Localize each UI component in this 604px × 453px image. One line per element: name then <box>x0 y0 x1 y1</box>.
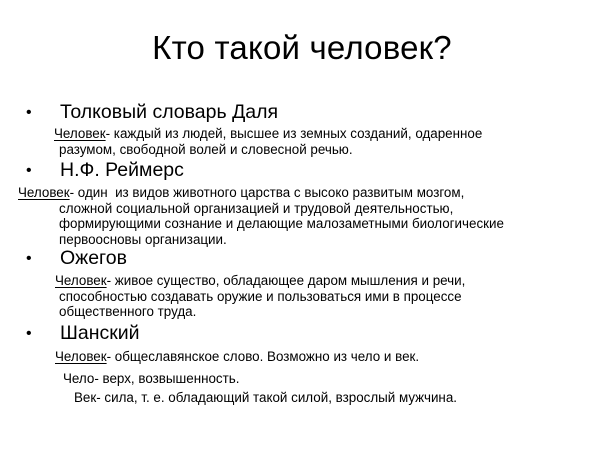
etymology-chelo: Чело- верх, возвышенность. <box>63 371 240 386</box>
definition-reimers <box>18 185 464 201</box>
definition-reimers-line-1: - один из видов животного царства с высоко развитым мозгом, <box>69 185 465 200</box>
bullet-reimers <box>26 158 184 183</box>
term-dahl: Человек <box>54 126 106 141</box>
bullet-dahl <box>26 100 278 125</box>
slide-title: Кто такой человек? <box>152 29 452 66</box>
definition-dahl <box>54 126 482 142</box>
definition-shansky-line-1: - общеславянское слово. Возможно из чело и век. <box>106 349 420 364</box>
source-reimers: Н.Ф. Реймерс <box>60 159 184 181</box>
bullet-icon: • <box>26 104 32 121</box>
bullet-icon: • <box>26 162 32 179</box>
definition-dahl-line-2: разумом, свободной волей и словесной речью. <box>59 141 353 157</box>
definition-ozhegov <box>55 273 465 289</box>
definition-reimers-line-3: формирующими сознание и делающие малозаметными биологические <box>59 216 504 231</box>
source-ozhegov: Ожегов <box>60 247 127 269</box>
source-shansky: Шанский <box>60 322 140 344</box>
definition-ozhegov-line-1: - живое существо, обладающее даром мышления и речи, <box>106 273 466 288</box>
definition-ozhegov-line-3: общественного труда. <box>59 304 197 319</box>
source-dahl: Толковый словарь Даля <box>60 101 279 123</box>
definition-ozhegov-line-2: способностью создавать оружие и пользоваться ими в процессе <box>59 288 462 304</box>
definition-shansky <box>55 349 419 365</box>
term-ozhegov: Человек <box>55 273 107 288</box>
term-reimers: Человек <box>18 185 70 200</box>
bullet-icon: • <box>26 250 32 267</box>
bullet-shansky <box>26 321 140 346</box>
bullet-icon: • <box>26 325 32 342</box>
definition-reimers-line-4: первоосновы организации. <box>59 231 227 247</box>
etymology-vek: Век- сила, т. е. обладающий такой силой, взрослый мужчина. <box>74 390 457 405</box>
definition-dahl-line-1: - каждый из людей, высшее из земных созданий, одаренное <box>105 126 483 141</box>
bullet-ozhegov <box>26 246 127 271</box>
definition-reimers-line-2: сложной социальной организацией и трудовой деятельностью, <box>59 200 454 216</box>
term-shansky: Человек <box>55 349 107 364</box>
